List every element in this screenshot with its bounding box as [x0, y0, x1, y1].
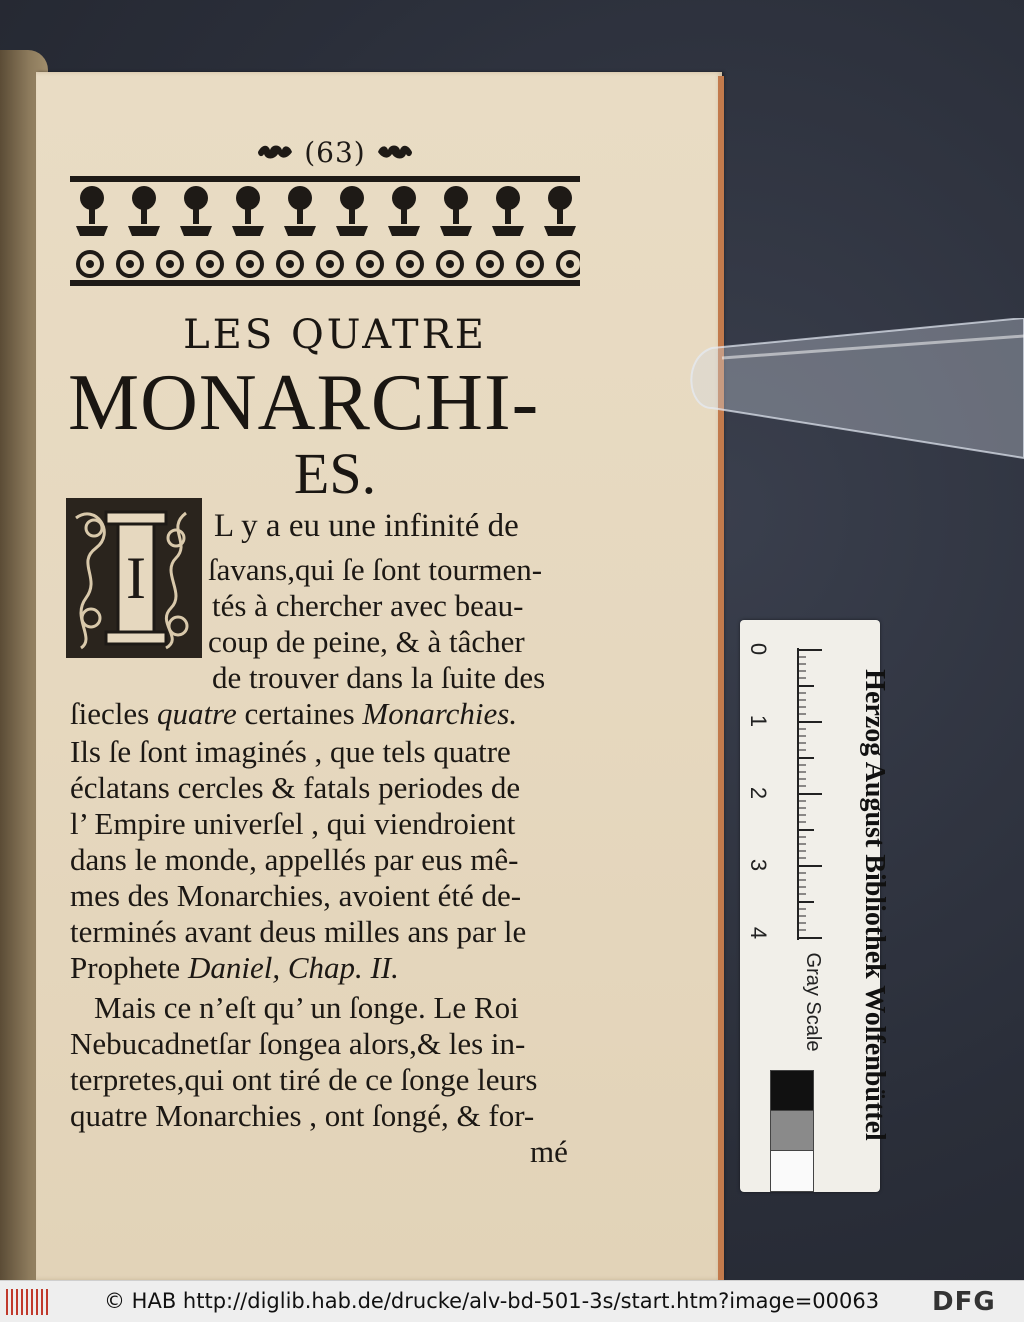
- scale-number: 2: [746, 786, 772, 800]
- scale-number: 4: [746, 926, 772, 940]
- institution-name: Herzog August Bibliothek Wolfenbüttel: [859, 669, 890, 1141]
- drop-cap: [66, 498, 202, 658]
- text-line: coup de peine, & à tâcher: [208, 624, 525, 659]
- gray-swatch-black: [770, 1070, 814, 1112]
- text-line: [70, 696, 517, 732]
- text-line: quatre Monarchies , ont ſongé, & for-: [70, 1098, 535, 1133]
- scale-number: 3: [746, 858, 772, 872]
- fleuron-right-icon: [376, 142, 414, 162]
- text-line: mé: [530, 1134, 568, 1169]
- fleuron-left-icon: [256, 142, 294, 162]
- page-clip: [682, 318, 1024, 468]
- text-line: terpretes,qui ont tiré de ce ſonge leurs: [70, 1062, 538, 1097]
- text-run: Prophete: [70, 950, 188, 985]
- text-line: de trouver dans la ſuite des: [212, 660, 546, 695]
- footer-copyright: © HAB http://diglib.hab.de/drucke/alv-bd-501-3s/start.htm?image=00063: [104, 1289, 880, 1313]
- drop-cap-letter: I: [126, 545, 146, 611]
- text-line: éclatans cercles & fatals periodes de: [70, 770, 521, 805]
- text-line: terminés avant deus milles ans par le: [70, 914, 527, 949]
- text-run-italic: Daniel, Chap. II.: [187, 950, 399, 985]
- title-line-3: ES.: [293, 441, 377, 506]
- text-line: dans le monde, appellés par eus mê-: [70, 842, 519, 877]
- page-edge: [718, 76, 724, 1280]
- text-line: Mais ce n’eſt qu’ un ſonge. Le Roi: [94, 990, 519, 1025]
- gray-scale-text: Gray Scale: [802, 952, 824, 1052]
- text-line: Ils ſe ſont imaginés , que tels quatre: [70, 734, 511, 769]
- text-line: mes des Monarchies, avoient été de-: [70, 878, 522, 913]
- text-line: ſavans,qui ſe ſont tourmen-: [208, 552, 543, 587]
- text-run-italic: quatre: [156, 696, 237, 731]
- text-run: ſiecles: [70, 696, 157, 731]
- title-line-2: MONARCHI-: [68, 359, 540, 447]
- scale-number: 0: [746, 642, 772, 656]
- dfg-logo: DFG: [932, 1287, 996, 1317]
- text-run-italic: Monarchies.: [362, 696, 518, 731]
- footer-bar: [0, 1280, 1024, 1322]
- text-line: Nebucadnetſar ſongea alors,& les in-: [70, 1026, 526, 1061]
- hab-logo-icon: [6, 1289, 50, 1315]
- title-line-1: LES QUATRE: [183, 312, 487, 358]
- gray-swatch-mid: [770, 1110, 814, 1152]
- text-line: l’ Empire univerſel , qui viendroient: [70, 806, 516, 841]
- text-line: [70, 950, 399, 986]
- page-header: [250, 132, 420, 172]
- text-line: tés à chercher avec beau-: [212, 588, 524, 623]
- gray-swatch-white: [770, 1150, 814, 1192]
- ornament-band: [70, 176, 580, 286]
- text-run: certaines: [236, 696, 363, 731]
- scale-number: 1: [746, 714, 772, 728]
- text-line: L y a eu une infinité de: [214, 508, 519, 544]
- drop-cap-ornament-icon: [66, 498, 202, 658]
- page-number: (63): [304, 135, 366, 169]
